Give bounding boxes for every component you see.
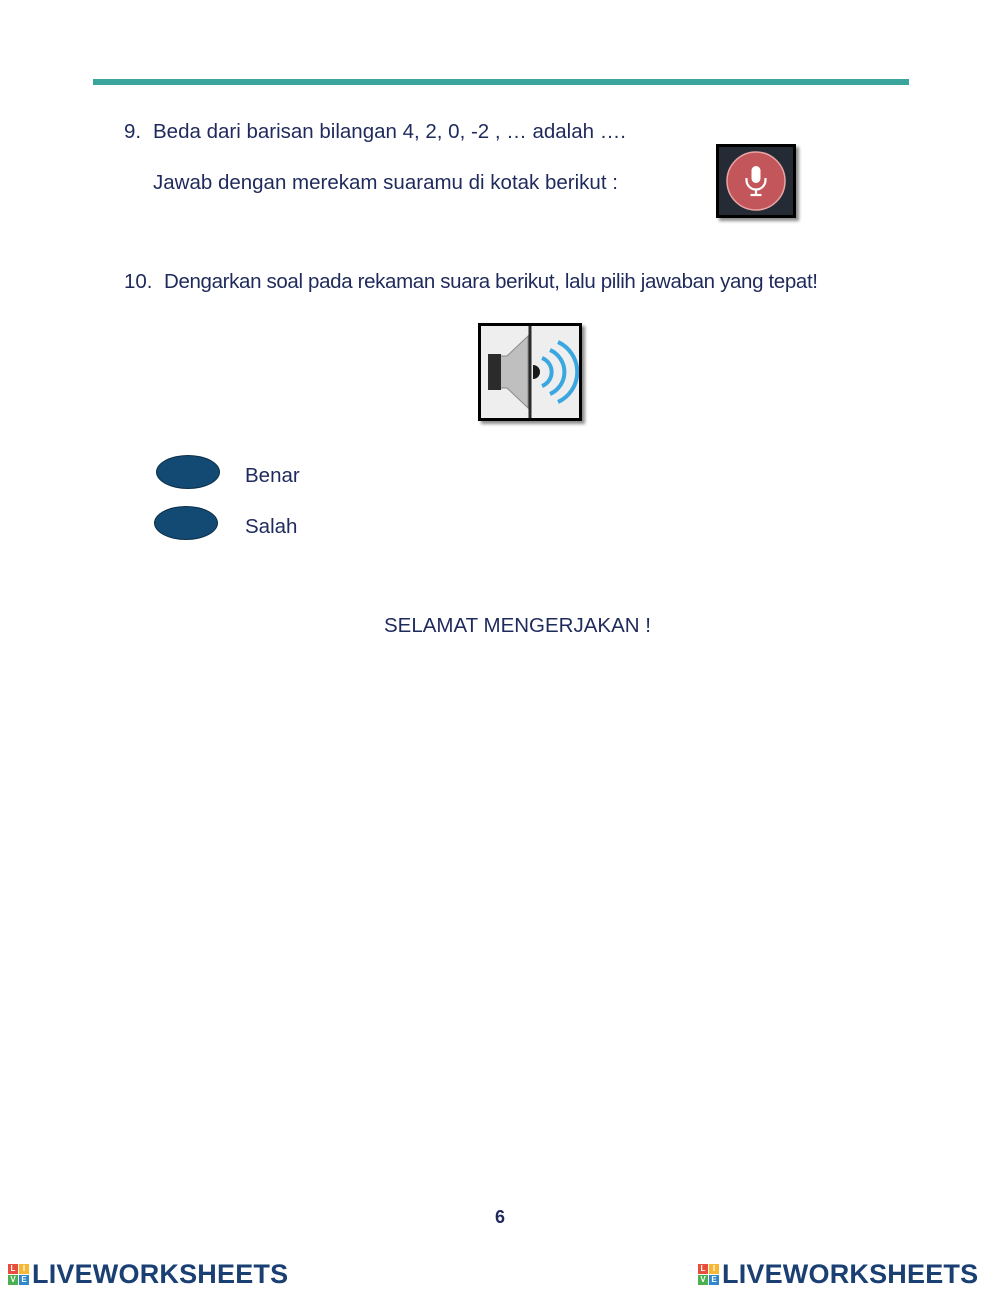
question-9-instruction: Jawab dengan merekam suaramu di kotak berikut :: [153, 171, 618, 194]
question-9-number: 9.: [124, 120, 142, 143]
closing-message: SELAMAT MENGERJAKAN !: [384, 614, 651, 637]
option-salah-label: Salah: [245, 515, 298, 538]
page-number: 6: [494, 1207, 505, 1227]
microphone-icon: [725, 150, 787, 212]
question-10-text: Dengarkan soal pada rekaman suara berikut, lalu pilih jawaban yang tepat!: [164, 270, 818, 293]
logo-text: LIVEWORKSHEETS: [32, 1259, 289, 1289]
play-audio-button[interactable]: [478, 323, 582, 421]
header-rule: [93, 79, 909, 85]
question-9-text: Beda dari barisan bilangan 4, 2, 0, -2 , … adalah ….: [153, 120, 626, 143]
option-salah-radio[interactable]: [154, 506, 218, 540]
speaker-icon: [481, 326, 579, 418]
logo-text: LIVEWORKSHEETS: [722, 1259, 979, 1289]
question-10-number: 10.: [124, 270, 153, 293]
logo-mark-icon: L I V E: [8, 1264, 29, 1285]
logo-mark-icon: L I V E: [698, 1264, 719, 1285]
liveworksheets-logo-left: [8, 1259, 288, 1290]
option-benar-radio[interactable]: [156, 455, 220, 489]
liveworksheets-logo-right: [698, 1259, 978, 1290]
option-benar-label: Benar: [245, 464, 300, 487]
record-voice-button[interactable]: [716, 144, 796, 218]
